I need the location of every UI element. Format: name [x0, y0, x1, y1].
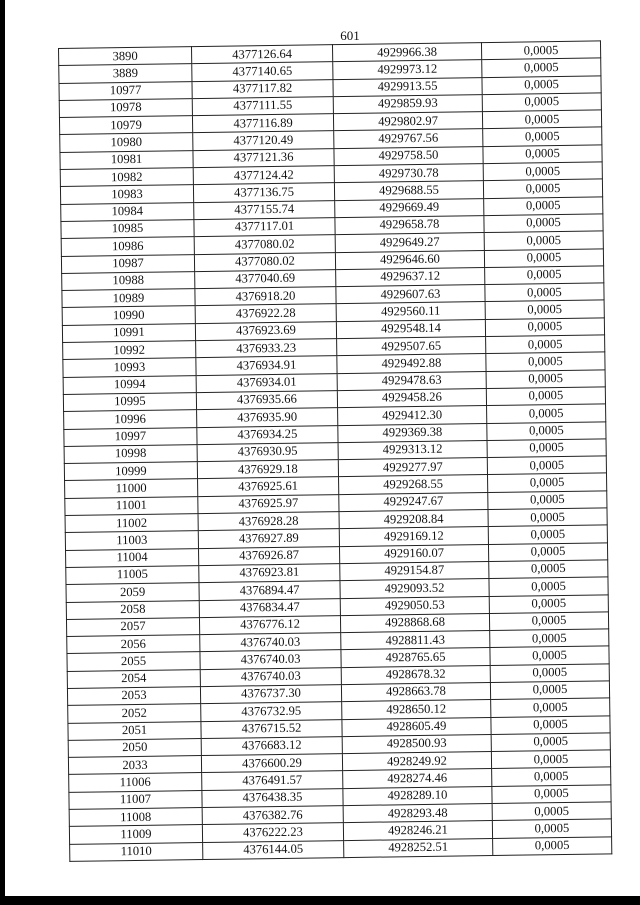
x-coordinate: 4376933.23: [196, 339, 337, 358]
scan-edge-left: [0, 0, 5, 905]
point-number: 2052: [68, 704, 201, 723]
tolerance-value: 0,0005: [493, 837, 612, 856]
x-coordinate: 4377080.02: [194, 235, 335, 254]
point-number: 10986: [61, 237, 194, 256]
x-coordinate: 4376737.30: [200, 685, 341, 704]
x-coordinate: 4376927.89: [198, 529, 339, 548]
y-coordinate: 4929277.97: [338, 458, 487, 477]
y-coordinate: 4929492.88: [337, 354, 486, 373]
y-coordinate: 4929646.60: [335, 250, 484, 269]
tolerance-value: 0,0005: [486, 387, 605, 406]
tolerance-value: 0,0005: [482, 110, 601, 129]
point-number: 2053: [67, 687, 200, 706]
x-coordinate: 4376683.12: [201, 736, 342, 755]
x-coordinate: 4376934.01: [196, 373, 337, 392]
point-number: 3890: [59, 47, 192, 66]
tolerance-value: 0,0005: [491, 715, 610, 734]
x-coordinate: 4376923.69: [195, 321, 336, 340]
tolerance-value: 0,0005: [492, 785, 611, 804]
x-coordinate: 4377080.02: [194, 252, 335, 271]
x-coordinate: 4376925.61: [198, 477, 339, 496]
y-coordinate: 4929973.12: [333, 60, 482, 79]
tolerance-value: 0,0005: [492, 819, 611, 838]
y-coordinate: 4929649.27: [335, 233, 484, 252]
point-number: 11001: [65, 496, 198, 515]
x-coordinate: 4376925.97: [198, 494, 339, 513]
y-coordinate: 4929369.38: [338, 423, 487, 442]
y-coordinate: 4928252.51: [344, 838, 493, 857]
y-coordinate: 4929154.87: [340, 561, 489, 580]
tolerance-value: 0,0005: [489, 560, 608, 579]
point-number: 11004: [66, 548, 199, 567]
tolerance-value: 0,0005: [489, 594, 608, 613]
x-coordinate: 4376918.20: [195, 287, 336, 306]
y-coordinate: 4928811.43: [341, 631, 490, 650]
coordinates-table: [58, 40, 612, 861]
tolerance-value: 0,0005: [486, 352, 605, 371]
y-coordinate: 4929093.52: [340, 579, 489, 598]
x-coordinate: 4376935.90: [197, 408, 338, 427]
tolerance-value: 0,0005: [483, 162, 602, 181]
y-coordinate: 4928663.78: [341, 683, 490, 702]
tolerance-value: 0,0005: [490, 646, 609, 665]
tolerance-value: 0,0005: [491, 698, 610, 717]
y-coordinate: 4929669.49: [335, 198, 484, 217]
tolerance-value: 0,0005: [490, 664, 609, 683]
tolerance-value: 0,0005: [490, 681, 609, 700]
coordinates-sheet: [58, 40, 612, 861]
point-number: 11007: [69, 790, 202, 809]
tolerance-value: 0,0005: [484, 214, 603, 233]
tolerance-value: 0,0005: [487, 456, 606, 475]
tolerance-value: 0,0005: [482, 58, 601, 77]
y-coordinate: 4929966.38: [332, 43, 481, 62]
tolerance-value: 0,0005: [485, 266, 604, 285]
y-coordinate: 4929688.55: [334, 181, 483, 200]
tolerance-value: 0,0005: [488, 491, 607, 510]
x-coordinate: 4376600.29: [201, 754, 342, 773]
y-coordinate: 4929247.67: [339, 492, 488, 511]
y-coordinate: 4928274.46: [343, 769, 492, 788]
point-number: 10998: [64, 444, 197, 463]
y-coordinate: 4929758.50: [334, 146, 483, 165]
x-coordinate: 4376715.52: [201, 719, 342, 738]
tolerance-value: 0,0005: [487, 404, 606, 423]
tolerance-value: 0,0005: [488, 542, 607, 561]
y-coordinate: 4929313.12: [338, 440, 487, 459]
x-coordinate: 4377111.55: [192, 97, 333, 116]
y-coordinate: 4929767.56: [334, 129, 483, 148]
x-coordinate: 4376740.03: [200, 667, 341, 686]
x-coordinate: 4377140.65: [192, 62, 333, 81]
x-coordinate: 4376928.28: [198, 512, 339, 531]
y-coordinate: 4929507.65: [337, 337, 486, 356]
y-coordinate: 4928500.93: [342, 734, 491, 753]
x-coordinate: 4376894.47: [199, 581, 340, 600]
point-number: 10982: [60, 168, 193, 187]
x-coordinate: 4376491.57: [202, 771, 343, 790]
y-coordinate: 4928650.12: [342, 700, 491, 719]
point-number: 10980: [60, 133, 193, 152]
tolerance-value: 0,0005: [491, 750, 610, 769]
tolerance-value: 0,0005: [491, 733, 610, 752]
tolerance-value: 0,0005: [484, 231, 603, 250]
point-number: 10994: [63, 375, 196, 394]
point-number: 11006: [69, 773, 202, 792]
y-coordinate: 4929730.78: [334, 164, 483, 183]
x-coordinate: 4376438.35: [202, 788, 343, 807]
tolerance-value: 0,0005: [482, 93, 601, 112]
y-coordinate: 4929913.55: [333, 77, 482, 96]
tolerance-value: 0,0005: [485, 300, 604, 319]
point-number: 10985: [61, 220, 194, 239]
y-coordinate: 4929050.53: [340, 596, 489, 615]
point-number: 11003: [65, 531, 198, 550]
x-coordinate: 4377040.69: [195, 270, 336, 289]
point-number: 10978: [59, 99, 192, 118]
point-number: 10993: [63, 358, 196, 377]
y-coordinate: 4928249.92: [342, 752, 491, 771]
tolerance-value: 0,0005: [486, 335, 605, 354]
x-coordinate: 4377117.01: [194, 218, 335, 237]
point-number: 2054: [67, 669, 200, 688]
tolerance-value: 0,0005: [483, 179, 602, 198]
tolerance-value: 0,0005: [488, 473, 607, 492]
x-coordinate: 4376929.18: [197, 460, 338, 479]
point-number: 10996: [64, 410, 197, 429]
x-coordinate: 4376930.95: [197, 442, 338, 461]
tolerance-value: 0,0005: [486, 370, 605, 389]
point-number: 10992: [63, 341, 196, 360]
point-number: 10995: [63, 393, 196, 412]
tolerance-value: 0,0005: [484, 248, 603, 267]
tolerance-value: 0,0005: [482, 76, 601, 95]
tolerance-value: 0,0005: [485, 283, 604, 302]
y-coordinate: 4929478.63: [337, 371, 486, 390]
y-coordinate: 4929548.14: [336, 319, 485, 338]
point-number: 2055: [67, 652, 200, 671]
tolerance-value: 0,0005: [489, 612, 608, 631]
x-coordinate: 4376144.05: [203, 840, 344, 859]
point-number: 10977: [59, 81, 192, 100]
point-number: 10979: [59, 116, 192, 135]
y-coordinate: 4928289.10: [343, 786, 492, 805]
y-coordinate: 4929859.93: [333, 94, 482, 113]
y-coordinate: 4929208.84: [339, 510, 488, 529]
y-coordinate: 4929169.12: [339, 527, 488, 546]
point-number: 11002: [65, 514, 198, 533]
y-coordinate: 4928605.49: [342, 717, 491, 736]
point-number: 10999: [64, 462, 197, 481]
x-coordinate: 4376834.47: [199, 598, 340, 617]
x-coordinate: 4376934.25: [197, 425, 338, 444]
x-coordinate: 4376934.91: [196, 356, 337, 375]
page-number: 601: [340, 28, 360, 43]
y-coordinate: 4928293.48: [343, 804, 492, 823]
y-coordinate: 4928765.65: [341, 648, 490, 667]
point-number: 10983: [60, 185, 193, 204]
point-number: 10990: [62, 306, 195, 325]
y-coordinate: 4929802.97: [333, 112, 482, 131]
point-number: 11009: [69, 825, 202, 844]
x-coordinate: 4376922.28: [195, 304, 336, 323]
y-coordinate: 4929412.30: [338, 406, 487, 425]
point-number: 2033: [68, 756, 201, 775]
point-number: 10987: [61, 254, 194, 273]
tolerance-value: 0,0005: [481, 41, 600, 60]
point-number: 2050: [68, 738, 201, 757]
point-number: 2057: [66, 617, 199, 636]
x-coordinate: 4376740.03: [200, 650, 341, 669]
point-number: 10988: [62, 271, 195, 290]
x-coordinate: 4377116.89: [192, 114, 333, 133]
x-coordinate: 4377155.74: [194, 200, 335, 219]
point-number: 11005: [66, 565, 199, 584]
x-coordinate: 4376935.66: [196, 391, 337, 410]
x-coordinate: 4376732.95: [201, 702, 342, 721]
y-coordinate: 4928246.21: [343, 821, 492, 840]
scan-edge-bottom: [0, 896, 640, 905]
point-number: 2056: [67, 635, 200, 654]
tolerance-value: 0,0005: [483, 145, 602, 164]
x-coordinate: 4377136.75: [193, 183, 334, 202]
point-number: 11010: [70, 842, 203, 861]
x-coordinate: 4376382.76: [202, 806, 343, 825]
tolerance-value: 0,0005: [488, 508, 607, 527]
point-number: 2059: [66, 583, 199, 602]
y-coordinate: 4929658.78: [335, 216, 484, 235]
point-number: 10991: [62, 323, 195, 342]
point-number: 10989: [62, 289, 195, 308]
tolerance-value: 0,0005: [485, 318, 604, 337]
point-number: 10981: [60, 150, 193, 169]
tolerance-value: 0,0005: [487, 439, 606, 458]
y-coordinate: 4928868.68: [340, 613, 489, 632]
tolerance-value: 0,0005: [492, 767, 611, 786]
x-coordinate: 4376740.03: [200, 633, 341, 652]
tolerance-value: 0,0005: [488, 525, 607, 544]
y-coordinate: 4929458.26: [337, 388, 486, 407]
tolerance-value: 0,0005: [490, 629, 609, 648]
x-coordinate: 4377126.64: [191, 45, 332, 64]
point-number: 11008: [69, 808, 202, 827]
x-coordinate: 4377124.42: [193, 166, 334, 185]
y-coordinate: 4928678.32: [341, 665, 490, 684]
tolerance-value: 0,0005: [487, 421, 606, 440]
tolerance-value: 0,0005: [489, 577, 608, 596]
x-coordinate: 4376222.23: [202, 823, 343, 842]
y-coordinate: 4929560.11: [336, 302, 485, 321]
point-number: 2051: [68, 721, 201, 740]
point-number: 10984: [61, 202, 194, 221]
x-coordinate: 4376776.12: [199, 615, 340, 634]
x-coordinate: 4377120.49: [193, 131, 334, 150]
x-coordinate: 4376923.81: [199, 564, 340, 583]
tolerance-value: 0,0005: [492, 802, 611, 821]
point-number: 2058: [66, 600, 199, 619]
y-coordinate: 4929607.63: [336, 285, 485, 304]
coordinates-table-body: [59, 41, 612, 861]
tolerance-value: 0,0005: [484, 197, 603, 216]
y-coordinate: 4929268.55: [339, 475, 488, 494]
point-number: 11000: [65, 479, 198, 498]
point-number: 3889: [59, 64, 192, 83]
x-coordinate: 4377121.36: [193, 148, 334, 167]
point-number: 10997: [64, 427, 197, 446]
y-coordinate: 4929637.12: [336, 267, 485, 286]
y-coordinate: 4929160.07: [339, 544, 488, 563]
tolerance-value: 0,0005: [483, 127, 602, 146]
x-coordinate: 4377117.82: [192, 79, 333, 98]
x-coordinate: 4376926.87: [198, 546, 339, 565]
